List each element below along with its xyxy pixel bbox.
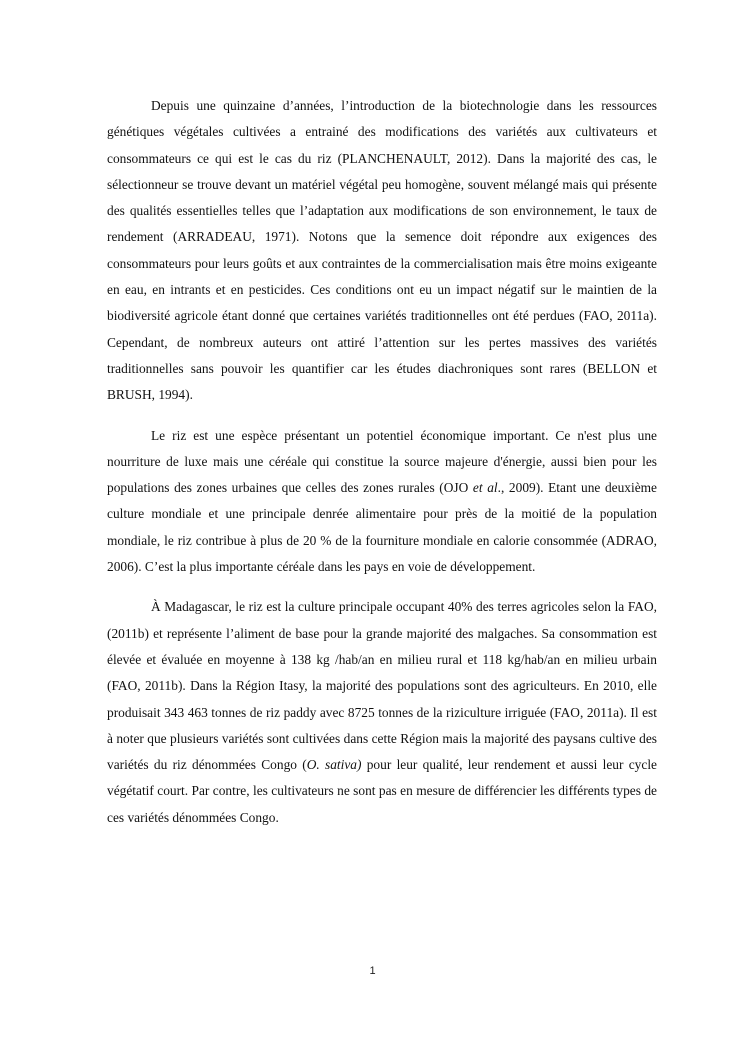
paragraph-text: pour leur qualité, leur rendement et aussi leur cycle végétatif court. Par contre, les cultivateurs ne sont pas en mesure de différencier les différents types de ces variétés dénommées Congo. bbox=[107, 757, 657, 825]
paragraph-text: ., 2009). Etant une deuxième culture mondiale et une principale denrée alimentaire pour près de la moitié de la population mondiale, le riz contribue à plus de 20 % de la fourniture mondiale en calorie consommée (ADRAO, 2006). C’est la plus importante céréale dans les pays en voie de développement. bbox=[107, 480, 658, 575]
paragraph-biotechnology: Depuis une quinzaine d’années, l’introduction de la biotechnologie dans les ressources génétiques végétales cultivées a entrainé des modifications des variétés aux cultivateurs et consommateurs ce qui est le cas du riz (PLANCHENAULT, 2012). Dans la majorité des cas, le sélectionneur se trouve devant un matériel végétal peu homogène, souvent mélangé mais qui présente des qualités essentielles telles que l’adaptation aux modifications de son environnement, le taux de rendement (ARRADEAU, 1971). Notons que la semence doit répondre aux exigences des consommateurs pour leurs goûts et aux contraintes de la commercialisation mais être moins exigeante en eau, en intrants et en pesticides. Ces conditions ont eu un impact négatif sur le maintien de la biodiversité agricole étant donné que certaines variétés traditionnelles ont été perdues (FAO, 2011a). Cependant, de nombreux auteurs ont attiré l’attention sur les pertes massives des variétés traditionnelles sans pouvoir les quantifier car les études diachroniques sont rares (BELLON et BRUSH, 1994). bbox=[107, 98, 657, 403]
italic-species-name: O. sativa) bbox=[306, 757, 362, 773]
paragraph-text: Le riz est une espèce présentant un potentiel économique important. Ce n'est plus une nourriture de luxe mais une céréale qui constitue la source majeure d'énergie, aussi bien pour les populations des zones urbaines que celles des zones rurales (OJO bbox=[107, 427, 657, 496]
paragraph-text: À Madagascar, le riz est la culture principale occupant 40% des terres agricoles selon la FAO, (2011b) et représente l’aliment de base pour la grande majorité des malgaches. Sa consommation est élevée et évaluée en moyenne à 138 kg /hab/an en milieu rural et 118 kg/hab/an en milieu urbain (FAO, 2011b). Dans la Région Itasy, la majorité des populations sont des agriculteurs. En 2010, elle produisait 343 463 tonnes de riz paddy avec 8725 tonnes de la riziculture irriguée (FAO, 2011a). Il est à noter que plusieurs variétés sont cultivées dans cette Région mais la majorité des paysans cultive des variétés du riz dénommées Congo ( bbox=[107, 599, 657, 773]
paragraph-madagascar bbox=[107, 594, 657, 831]
paragraph-rice-economy bbox=[107, 423, 657, 581]
italic-citation: et al bbox=[472, 480, 498, 496]
page-number: 1 bbox=[369, 965, 376, 977]
document-body bbox=[107, 93, 657, 831]
